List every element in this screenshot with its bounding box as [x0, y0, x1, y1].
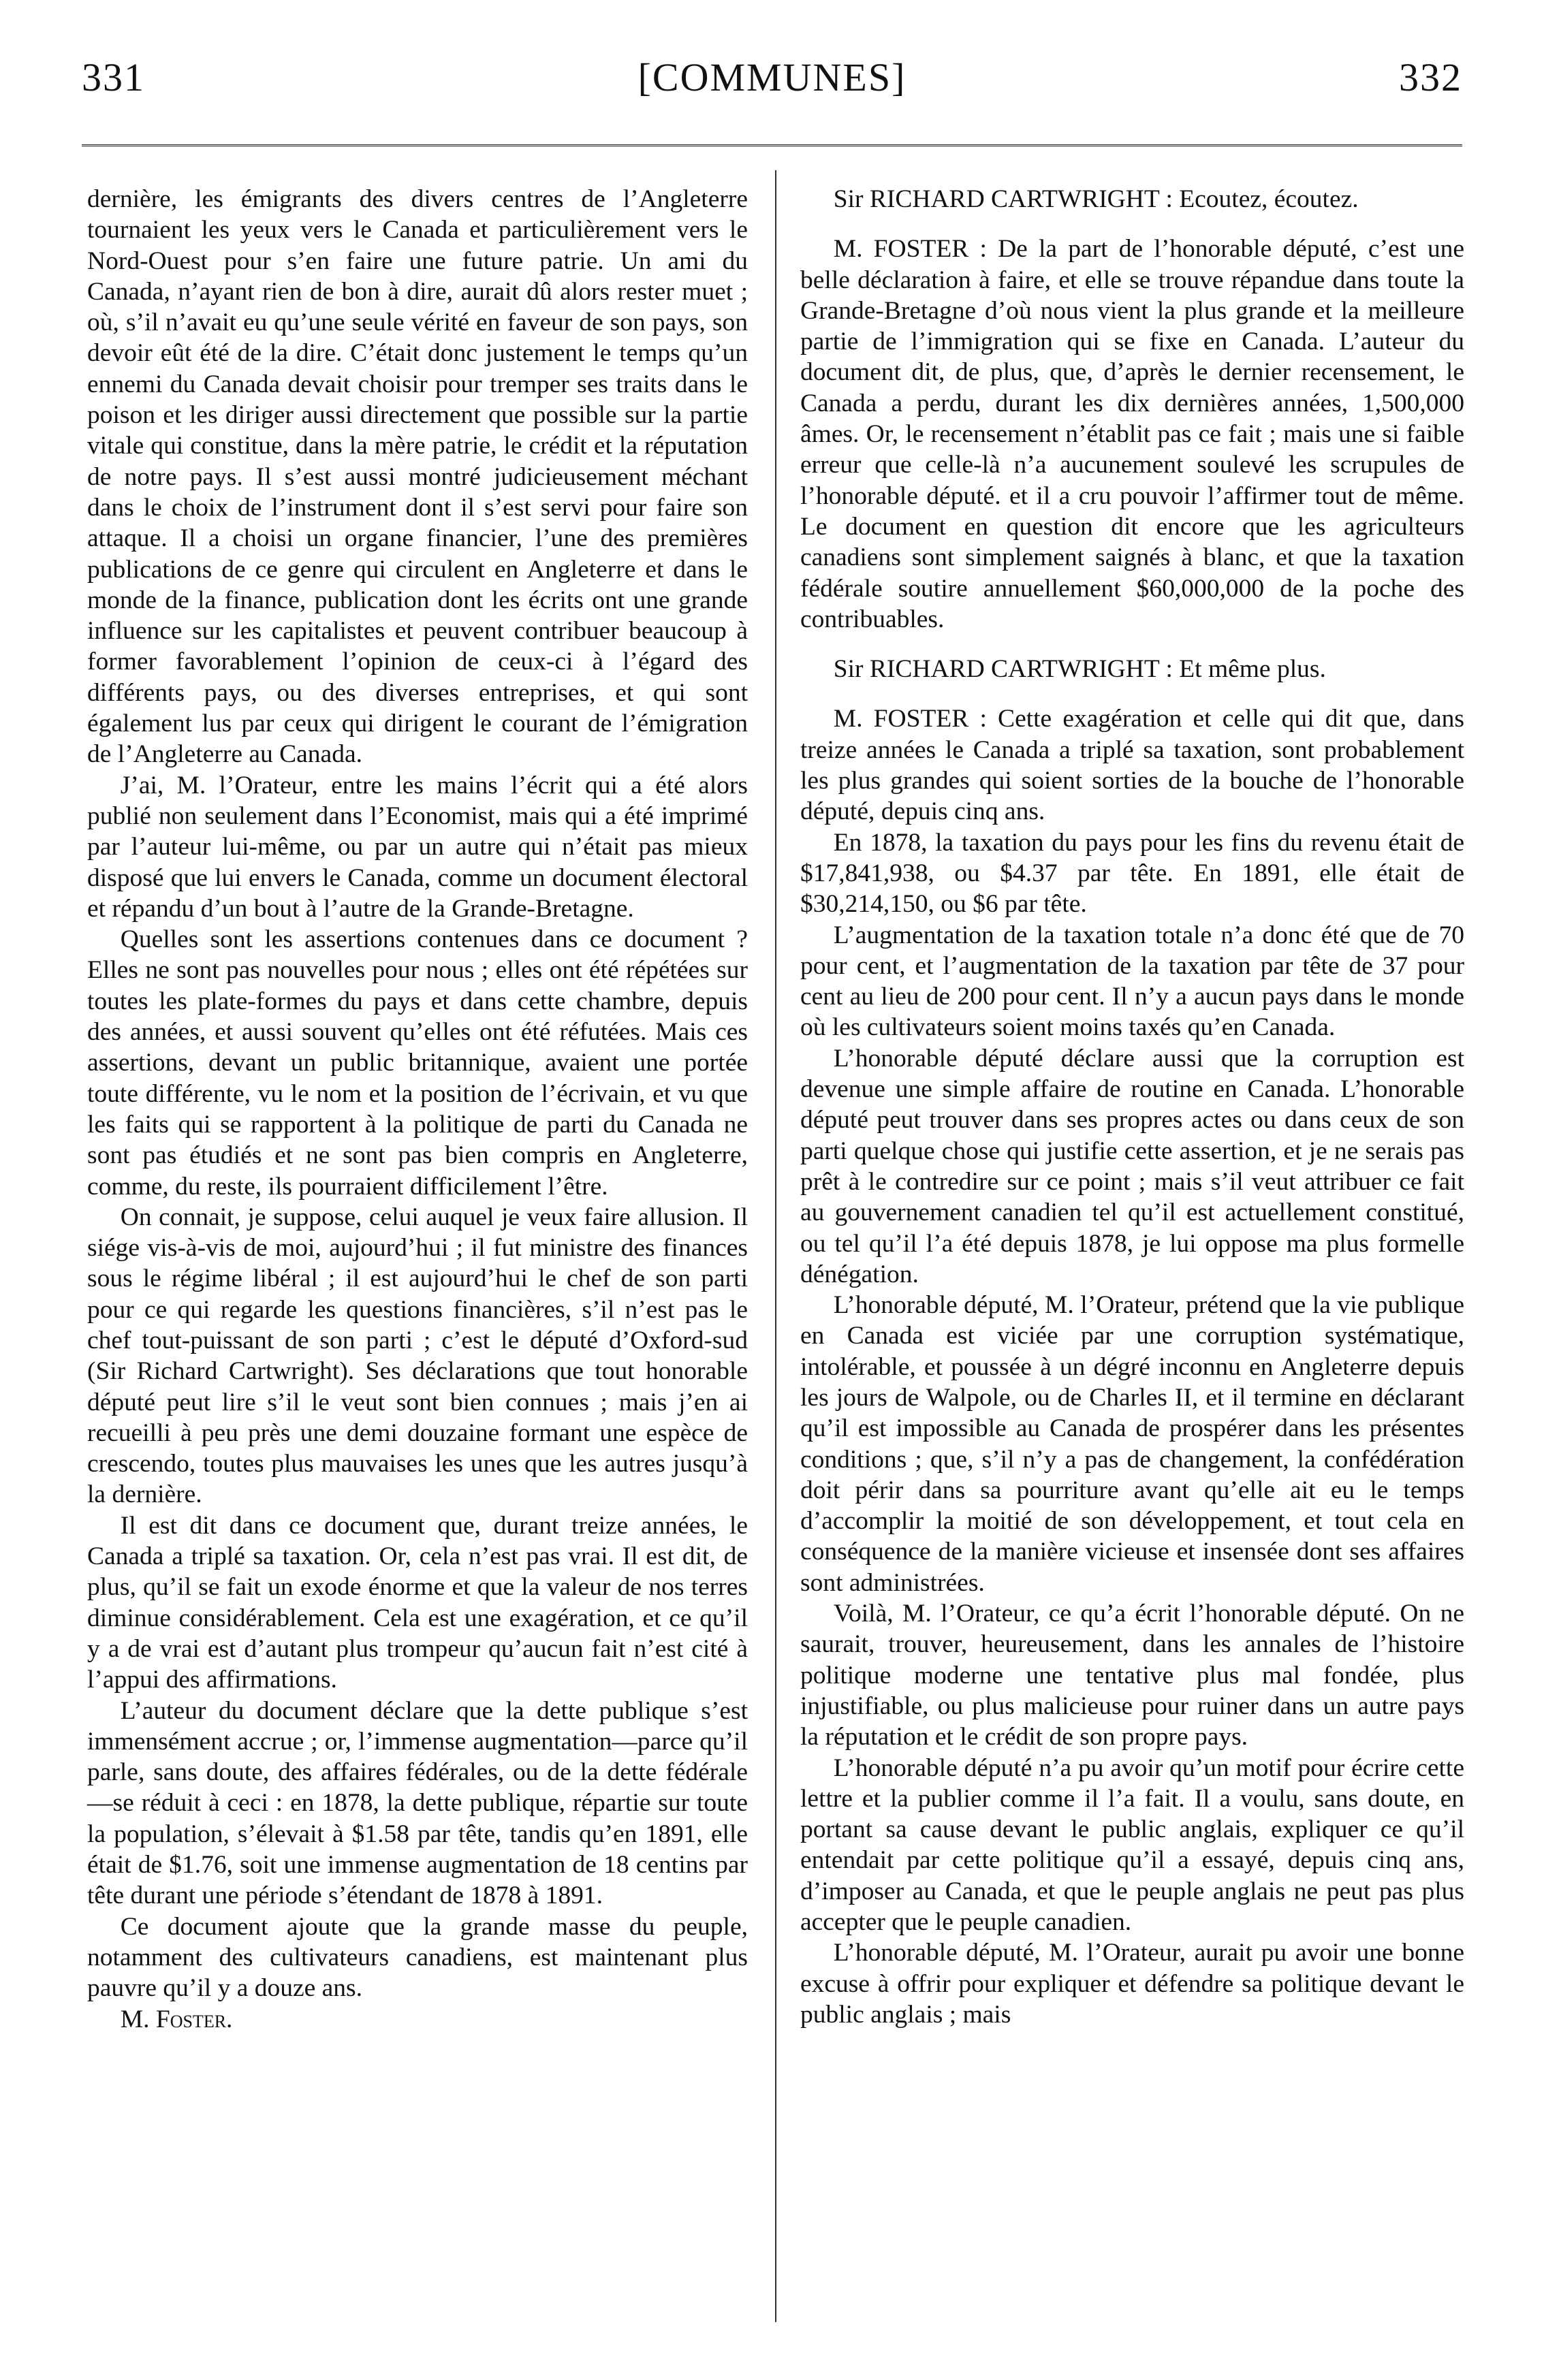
- paragraph: On connait, je suppose, celui auquel je veux faire allusion. Il siége vis-à-vis de moi, aujourd’hui ; il fut ministre des finances sous le régime libéral ; il est aujourd’hui le chef de son parti pour ce qui regarde les questions financières, s’il n’est pas le chef tout-puissant de son parti ; c’est le député d’Oxford-sud (Sir Richard Cartwright). Ses déclarations que tout honorable député peut lire s’il le veut sont bien connues ; mais j’en ai recueilli à peu près une demi douzaine formant une espèce de crescendo, toutes plus mauvaises les unes que les autres jusqu’à la dernière.: [87, 1203, 748, 1509]
- running-title: [COMMUNES]: [637, 55, 907, 99]
- paragraph: J’ai, M. l’Orateur, entre les mains l’écrit qui a été alors publié non seulement dans l’Economist, mais qui a été imprimé par l’auteur lui-même, ou par un autre qui n’était pas mieux disposé que lui envers le Canada, comme un document électoral et répandu d’un bout à l’autre de la Grande-Bretagne.: [87, 771, 748, 923]
- paragraph: Voilà, M. l’Orateur, ce qu’a écrit l’honorable député. On ne saurait, trouver, heureusement, dans les annales de l’histoire politique moderne une tentative plus mal fondée, plus injustifiable, ou plus malicieuse pour ruiner dans un autre pays la réputation et le crédit de son propre pays.: [800, 1600, 1464, 1751]
- speech-paragraph: M. FOSTER : De la part de l’honorable député, c’est une belle déclaration à faire, et elle se trouve répandue dans toute la Grande-Bretagne d’où nous vient la plus grande et la meilleure partie de l’immigration qui se fixe en Canada. L’auteur du document dit, de plus, que, d’après le dernier recensement, le Canada a perdu, durant les dix dernières années, 1,500,000 âmes. Or, le recensement n’établit pas ce fait ; mais une si faible erreur que celle-là n’a aucunement soulevé les scrupules de l’honorable député. et il a cru pouvoir l’affirmer tout de même. Le document en question dit encore que les agriculteurs canadiens sont simplement saignés à blanc, et que la taxation fédérale soutire annuellement $60,000,000 de la poche des contribuables.: [800, 235, 1464, 633]
- paragraph: Ce document ajoute que la grande masse du peuple, notamment des cultivateurs canadiens, est maintenant plus pauvre qu’il y a douze ans.: [87, 1912, 748, 2003]
- speech-paragraph: Sir RICHARD CARTWRIGHT : Ecoutez, écoutez.: [833, 185, 1359, 213]
- paragraph: En 1878, la taxation du pays pour les fins du revenu était de $17,841,938, ou $4.37 par tête. En 1891, elle était de $30,214,150, ou $6 par tête.: [800, 828, 1464, 919]
- paragraph: L’honorable député, M. l’Orateur, prétend que la vie publique en Canada est viciée par une corruption systématique, intolérable, et poussée à un dégré inconnu en Angleterre depuis les jours de Walpole, ou de Charles II, et il termine en déclarant qu’il est impossible au Canada de prospérer dans les présentes conditions ; que, s’il n’y a pas de changement, la confédération doit périr dans sa pourriture avant qu’elle ait eu le temps d’accomplir la moitié de son développement, et tout cela en conséquence de la manière vicieuse et insensée dont ses affaires sont administrées.: [800, 1291, 1464, 1597]
- paragraph: Il est dit dans ce document que, durant treize années, le Canada a triplé sa taxation. Or, cela n’est pas vrai. Il est dit, de plus, qu’il se fait un exode énorme et que la valeur de nos terres diminue considérablement. Cela est une exagération, et ce qu’il y a de vrai est d’autant plus trompeur qu’aucun fait n’est cité à l’appui des affirmations.: [87, 1511, 748, 1694]
- page-number-left: 331: [82, 55, 145, 99]
- paragraph: L’honorable député n’a pu avoir qu’un motif pour écrire cette lettre et la publier comme il l’a fait. Il a voulu, sans doute, en portant sa cause devant le public anglais, expliquer ce qu’il entendait par cette politique qu’il a essayé, depuis cinq ans, d’imposer au Canada, et que le peuple anglais ne peut pas plus accepter que le peuple canadien.: [800, 1754, 1464, 1937]
- speech-paragraph: M. FOSTER : Cette exagération et celle qui dit que, dans treize années le Canada a triplé sa taxation, sont probablement les plus grandes qui soient sorties de la bouche de l’honorable député, depuis cinq ans.: [800, 705, 1464, 826]
- paragraph: L’honorable député déclare aussi que la corruption est devenue une simple affaire de routine en Canada. L’honorable député peut trouver dans ses propres actes ou dans ceux de son parti quelque chose qui justifie cette assertion, et je ne serais pas prêt à le contredire sur ce point ; mais s’il veut attribuer ce fait au gouvernement canadien tel qu’il est actuellement constitué, ou tel qu’il l’a été depuis 1878, je lui oppose ma plus formelle dénégation.: [800, 1044, 1464, 1288]
- speech-paragraph: Sir RICHARD CARTWRIGHT : Et même plus.: [833, 655, 1326, 684]
- column-divider: [775, 170, 776, 2322]
- paragraph: L’auteur du document déclare que la dette publique s’est immensément accrue ; or, l’immense augmentation—parce qu’il parle, sans doute, des affaires fédérales, ou de la dette fédérale—se réduit à ceci : en 1878, la dette publique, répartie sur toute la population, s’élevait à $1.58 par tête, tandis qu’en 1891, elle était de $1.76, soit une immense augmentation de 18 centins par tête durant une période s’étendant de 1878 à 1891.: [87, 1696, 748, 1910]
- right-column: [800, 184, 1464, 2030]
- header-rule: [82, 144, 1462, 146]
- page-number-right: 332: [1399, 55, 1462, 99]
- page-header: [82, 54, 1462, 116]
- paragraph: L’honorable député, M. l’Orateur, aurait pu avoir une bonne excuse à offrir pour expliquer et défendre sa politique devant le public anglais ; mais: [800, 1939, 1464, 2029]
- paragraph: L’augmentation de la taxation totale n’a donc été que de 70 pour cent, et l’augmentation de la taxation par tête de 37 pour cent au lieu de 200 pour cent. Il n’y a aucun pays dans le monde où les cultivateurs soient moins taxés qu’en Canada.: [800, 921, 1464, 1042]
- paragraph: Quelles sont les assertions contenues dans ce document ? Elles ne sont pas nouvelles pour nous ; elles ont été répétées sur toutes les plate-formes du pays et dans cette chambre, depuis des années, et aussi souvent qu’elles ont été réfutées. Mais ces assertions, devant un public britannique, avaient une portée toute différente, vu le nom et la position de l’écrivain, et vu que les faits qui se rapportent à la politique de parti du Canada ne sont pas étudiés et ne sont pas bien compris en Angleterre, comme, du reste, ils pourraient difficilement l’être.: [87, 925, 748, 1201]
- left-column: [87, 184, 748, 2035]
- paragraph: dernière, les émigrants des divers centres de l’Angleterre tournaient les yeux vers le Canada et particulièrement vers le Nord-Ouest pour s’en faire une future patrie. Un ami du Canada, n’ayant rien de bon à dire, aurait dû alors rester muet ; où, s’il n’avait eu qu’une seule vérité en faveur de son pays, son devoir eût été de la dire. C’était donc justement le temps qu’un ennemi du Canada devait choisir pour tremper ses traits dans le poison et les diriger aussi directement que possible sur la partie vitale qui constitue, dans la mère patrie, le crédit et la réputation de notre pays. Il s’est aussi montré judicieusement méchant dans le choix de l’instrument dont il s’est servi pour faire son attaque. Il a choisi un organe financier, l’une des premières publications de ce genre qui circulent en Angleterre et dans le monde de la finance, publication dont les écrits ont une grande influence sur les capitalistes et peuvent contribuer beaucoup à former favorablement l’opinion de ceux-ci à l’égard des différents pays, ou des diverses entreprises, et qui sont également lus par ceux qui dirigent le courant de l’émigration de l’Angleterre au Canada.: [87, 185, 748, 769]
- speaker-signature: M. Foster.: [120, 2005, 233, 2033]
